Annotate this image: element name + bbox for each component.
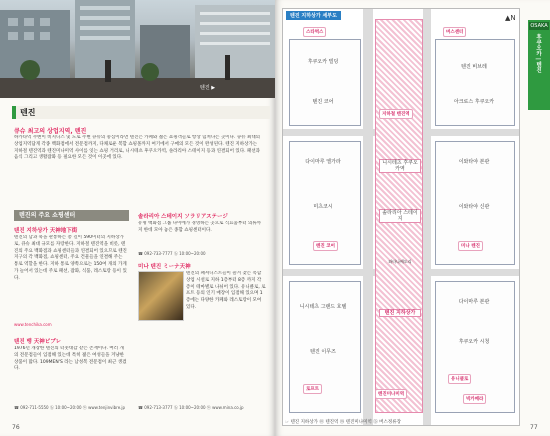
item-text-tenjin-chikagai: 텐진의 남과 북을 관통하는 총 길이 590미터의 지하상가로, 큐슈 최대 규모를 자랑한다. 지하철 텐진역을 비롯, 텐진의 주요 백화점과 쇼핑센터들과 연결되어 있으므로 텐진 지구의 각 백화점, 쇼핑센터, 주요 건물들을 연결해 주는 통로 역할을 한다. 지하 통로 양쪽으로는 150여 개의 가게가 늘어서 있는데 주로 패션, 잡화, 식품, 레스토랑 등이 있다. [14, 235, 127, 281]
tenjin-street-photo [0, 0, 275, 98]
photo-caption: 텐진 ▶ [200, 85, 216, 91]
map-title: 텐진 지하상가 세부도 [286, 11, 341, 20]
street-vertical-main [363, 9, 373, 425]
item-web-tenjin-chikagai[interactable]: www.tenchika.com [14, 322, 52, 327]
item-tel-mina-tenjin: ☎ 092-713-3777 ⓗ 10:00~20:00 ⓦ www.mina.co.jp [138, 405, 244, 410]
map-label-daimaru-elgala[interactable]: 다이마루 엘가라 [305, 159, 341, 165]
map-label-nishitetsu-station[interactable]: 니시테츠 후쿠오카역 [379, 159, 421, 173]
map-label-fukuoka-bldg[interactable]: 후쿠오카 빌딩 [307, 59, 339, 65]
page-number-right: 77 [530, 424, 538, 431]
item-text-tenjin-vibre: 1976년 개장한 텐진의 터줏대감 같은 존재이다. 여러 개의 전문점들이 입점해 있는데 특히 젊은 여성들을 겨냥한 상품이 많다. 109MEN'S 라는 남성복 전문점이 최근 생겼다. [14, 346, 127, 372]
map-pin-mina-tenjin[interactable]: 미나 텐진 [458, 241, 483, 251]
map-pin-loft[interactable]: 로프트 [303, 384, 322, 394]
map-label-tenjin-chikagai[interactable]: 텐진 지하상가 [379, 309, 421, 317]
map-pin-tenjin-station[interactable]: 지하철 텐진역 [379, 109, 413, 119]
shopping-box-title: 텐진의 주요 쇼핑센터 [14, 210, 129, 221]
map-label-mitsukoshi[interactable]: 미츠코시 [313, 204, 333, 210]
map-label-daimaru-honkan[interactable]: 다이마루 본관 [458, 299, 490, 305]
map-pin-bus-center[interactable]: 버스센터 [443, 27, 466, 37]
lead-title: 큐슈 최고의 상업지역, 텐진 [14, 128, 87, 135]
compass-icon: ▲N [505, 14, 516, 22]
map-pin-tenjin-minami-station[interactable]: 텐진미나미역 [375, 389, 407, 399]
side-logo: OSAKA [530, 23, 548, 29]
map-street-watanabedori: 와타나베도리 [388, 259, 412, 264]
item-title-tenjin-vibre: 텐진 뱅 天神ビブレ [14, 339, 62, 345]
item-title-tenjin-chikagai: 텐진 지하상가 天神地下街 [14, 228, 78, 234]
item-text-solaria: 유명 백화점 그룹 다이에가 경영하는 곳으로 식료품부터 의류까지 한데 모아 놓은 종합 쇼핑센터이다. [138, 221, 262, 233]
block-ne [435, 39, 515, 126]
side-tab-label: 후쿠오카 | 텐진 [535, 34, 541, 73]
item-title-mina-tenjin: 미나 텐진 ミーナ天神 [138, 264, 191, 270]
map-label-nishitetsu-grand-hotel[interactable]: 니시테츠 그랜드 호텔 [299, 304, 347, 310]
map-pin-uniqlo[interactable]: 유니클로 [448, 374, 471, 384]
mina-tenjin-photo [138, 271, 184, 321]
lead-paragraph: 하카타역 주변이 비지니스 및 도로 주변 큐슈의 중심이라면 텐진은 카페와 젊은 쇼핑객들로 항상 넘쳐나는 곳이다. 큐슈 최대의 상업지역답게 각종 백화점에서 전문점까지, 다채로운 복합 쇼핑몰까지 여기에서 구매의 모든 것이 완성된다. 텐진 지하상가는 지하철 텐진역과 텐진미나미역 사이를 잇는 쇼핑 거리로, 니시테츠 후쿠오카역, 솔라리아 스테이지 등과 연결되어 있다. 패션과 음식 그리고 생활잡화 등 필요한 모든 것이 이곳에 있다. [14, 135, 261, 161]
item-tel-tenjin-vibre: ☎ 092-711-5550 ⓗ 10:00~20:00 ⓦ www.tenjinvibre.jp [14, 405, 126, 410]
block-nw [289, 39, 361, 126]
map-pin-bic-camera[interactable]: 빅카메라 [463, 394, 486, 404]
item-title-solaria: 솔라리아 스테이지 ソラリアステージ [138, 214, 228, 220]
item-text-mina-tenjin: 텐진의 패셔니스트들이 즐겨 찾는 복합 상업 시설로 지하 1층부터 8층 까지 각 층이 테마별로 나뉘어 있다. 유니클로, 로프트 등의 인기 매장이 입점해 있으며 1층에는 다양한 카페와 레스토랑이 모여 있다. [186, 271, 266, 310]
map-label-tenjin-vibre[interactable]: 텐진 비브레 [461, 64, 487, 70]
map-label-iwataya-honkan[interactable]: 이와타야 본관 [458, 159, 490, 165]
street-vertical-east [423, 9, 431, 425]
tenjin-underground-map [282, 8, 520, 426]
map-label-acros-fukuoka[interactable]: 아크로스 후쿠오카 [453, 99, 495, 105]
block-sw [289, 281, 361, 413]
section-title: 텐진 [12, 106, 270, 119]
map-label-tenjin-ims[interactable]: 텐진 이무즈 [310, 349, 336, 355]
map-pin-starbucks[interactable]: 스타벅스 [303, 27, 326, 37]
map-label-fukuoka-city-hall[interactable]: 후쿠오카 시청 [458, 339, 490, 345]
map-label-iwataya-shinkan[interactable]: 이와타야 신관 [458, 204, 490, 210]
item-tel-solaria: ☎ 092-733-7777 ⓗ 10:00~20:00 [138, 251, 206, 256]
page-number-left: 76 [12, 424, 20, 431]
city-skyline [0, 0, 275, 98]
map-label-solaria[interactable]: 솔라리아 스테이지 [379, 209, 421, 223]
map-label-tenjin-core[interactable]: 텐진 코어 [312, 99, 334, 105]
map-legend: ☞ 텐진 지하상가 ⓜ 텐진역 ⓜ 텐진미나미역 ⓑ 버스정류장 [285, 420, 401, 425]
map-pin-tenjin-core[interactable]: 텐진 코어 [313, 241, 338, 251]
